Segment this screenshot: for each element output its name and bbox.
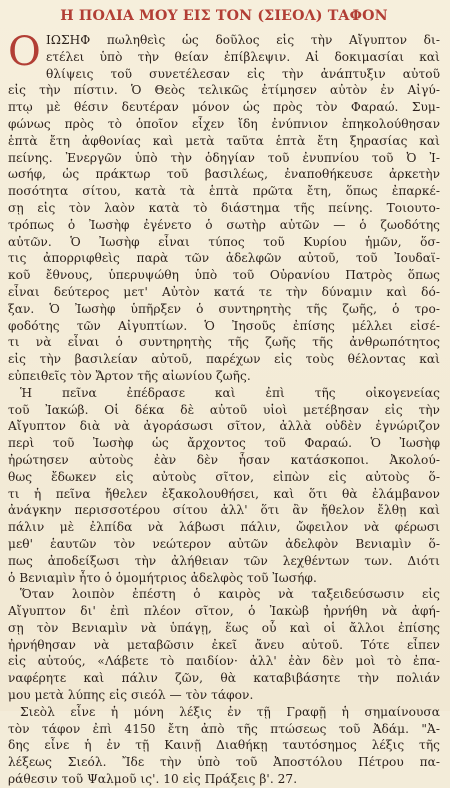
- line-text: ετέλει ὑπὸ τὴν θείαν ἐπίβλεψιν. Αἱ δοκιμασίαι καὶ: [46, 49, 440, 64]
- line-text: πτῳ μὲ θέσιν δευτέραν μόνον ὡς πρὸς τὸν Φαραώ. Συμ-: [8, 100, 440, 115]
- paragraph-3: [8, 586, 440, 704]
- text-line: [8, 570, 440, 587]
- text-line: [8, 435, 440, 452]
- line-text: τις ἀπορριφθεὶς παρὰ τῶν ἀδελφῶν αὐτοῦ, τοῦ Ἰουδαϊ-: [8, 251, 440, 266]
- text-line: [8, 385, 440, 402]
- text-line: [8, 318, 440, 335]
- text-line: [8, 653, 440, 670]
- line-text: θως ἔδωκεν εἰς αὐτοὺς σῖτον, εἰπὼν εἰς αὐτοὺς ὅ-: [8, 469, 440, 484]
- text-line: [8, 284, 440, 301]
- text-line: [8, 586, 440, 603]
- line-text: θλίψεις τοῦ συνετέλεσαν εἰς τὴν ἀνάπτυξιν αὐτοῦ: [46, 66, 440, 81]
- text-line: [8, 183, 440, 200]
- line-text: πάλιν μὲ ἐλπίδα νὰ λάβωσι πάλιν, ὤφειλον νὰ φέρωσι: [8, 520, 440, 535]
- text-line: [8, 620, 440, 637]
- line-text: Αἴγυπτον διὰ νὰ ἀγοράσωσι σῖτον, ἀλλὰ οὐδὲν ἐγνώριζον: [8, 419, 440, 434]
- line-text: τι νὰ εἶναι ὁ συντηρητὴς τῆς ζωῆς τῆς ἀνθρωπότητος: [8, 335, 440, 350]
- line-text: ἠρώτησεν αὐτοὺς ἐὰν δὲν ἦσαν κατάσκοποι. Ἀκολού-: [8, 452, 440, 467]
- line-text: ναφέρητε καὶ πάλιν ζῶν, θὰ καταβιβάσητε τὴν πολιάν: [8, 671, 440, 686]
- line-text: τι ἡ πεῖνα ἤθελεν ἐξακολουθήσει, καὶ ὅτι θὰ ἐλάμβανον: [8, 486, 440, 501]
- text-line: [8, 267, 440, 284]
- text-line: [8, 150, 440, 167]
- line-text: εἰς αὐτούς, «Λάβετε τὸ παιδίον· ἀλλ' ἐὰν δὲν μοὶ τὸ ἐπα-: [8, 654, 440, 669]
- article-text: [8, 29, 440, 788]
- drop-cap: Ο: [8, 29, 41, 75]
- text-line: [8, 771, 440, 788]
- line-text: ἀνάγκην περισσοτέρου σίτου ἀλλ' ὅτι ἂν ἤθελον ἔλθῃ καὶ: [8, 503, 440, 518]
- text-line: [8, 704, 440, 721]
- text-line: [8, 217, 440, 234]
- line-text: αὐτῶν. Ὁ Ἰωσὴφ εἶναι τύπος τοῦ Κυρίου ἡμῶν, ὅσ-: [8, 234, 440, 249]
- article-body: [8, 29, 440, 788]
- text-line: [8, 502, 440, 519]
- text-line: [8, 469, 440, 486]
- line-text: σῃ τὸν Βενιαμὶν νὰ ὑπάγῃ, ἕως οὗ καὶ οἱ ἄλλοι ἐπίσης: [8, 620, 440, 635]
- line-text: ωσήφ, ὡς πράκτωρ τοῦ βασιλέως, ἐναποθήκευσε ἀρκετὴν: [8, 167, 440, 182]
- paragraph-2: [8, 385, 440, 587]
- text-line: [8, 754, 440, 771]
- text-line: [8, 133, 440, 150]
- text-line: [8, 99, 440, 116]
- text-line: [8, 687, 440, 704]
- line-text: φοδότης τῶν Αἰγυπτίων. Ὁ Ἰησοῦς ἐπίσης μέλλει εἰσέ-: [8, 318, 440, 333]
- line-text: μου μετὰ λύπης εἰς σιεόλ — τὸν τάφον.: [8, 688, 254, 703]
- text-line: [46, 49, 440, 66]
- line-text: ράθεσιν τοῦ Ψαλμοῦ ις'. 10 εἰς Πράξεις β'. 27.: [8, 772, 298, 787]
- paragraph-4: [8, 704, 440, 788]
- line-text: ΙΩΣΗΦ πωληθεὶς ὡς δοῦλος εἰς τὴν Αἴγυπτον δι-: [46, 33, 440, 47]
- text-line: [8, 82, 440, 99]
- paragraph-1: [8, 29, 440, 385]
- text-line: [8, 402, 440, 419]
- line-text: περὶ τοῦ Ἰωσὴφ ὡς ἄρχοντος τοῦ Φαραώ. Ὁ Ἰωσὴφ: [8, 436, 440, 451]
- text-line: [8, 200, 440, 217]
- line-text: πείνης. Ἐνεργῶν ὑπὸ τὴν ὁδηγίαν τοῦ ἐνυπνίου τοῦ Ὀ Ἰ-: [8, 150, 440, 165]
- line-text: Αἴγυπτον δι' ἐπὶ πλέον σῖτον, ὁ Ἰακὼβ ἠρνήθη νὰ ἀφή-: [8, 604, 440, 619]
- text-line: [8, 334, 440, 351]
- line-text: δης εἶνε ἡ ἐν τῇ Καινῇ Διαθήκῃ ταυτόσημος λέξις τῆς: [8, 738, 440, 753]
- text-line: [46, 66, 440, 83]
- line-text: λέξεως Σιεόλ. Ἴδε τὴν ὑπὸ τοῦ Ἀποστόλου Πέτρου πα-: [8, 755, 440, 770]
- text-line: [8, 486, 440, 503]
- line-text: πως ἀποδείξωσι τὴν ἀλήθειαν τῶν λεχθέντων των. Διότι: [8, 553, 440, 568]
- article-title: Η ΠΟΛΙΑ ΜΟΥ ΕΙΣ ΤΟΝ (ΣΙΕΟΛ) ΤΑΦΟΝ: [60, 8, 388, 24]
- line-text: ξαν. Ὁ Ἰωσὴφ ὑπῆρξεν ὁ συντηρητὴς τῆς ζωῆς, ὁ τρο-: [8, 301, 440, 316]
- line-text: ποσότητα σίτου, κατὰ τὰ ἑπτὰ πρῶτα ἔτη, ὅπως ἐπαρκέ-: [8, 184, 440, 199]
- line-text: ὁ Βενιαμὶν ἦτο ὁ ὁμομήτριος ἀδελφὸς τοῦ Ἰωσήφ.: [8, 570, 317, 585]
- text-line: [46, 32, 440, 49]
- line-text: τρόπως ὁ Ἰωσὴφ ἐγένετο ὁ σωτὴρ αὐτῶν — ὁ ζωοδότης: [8, 217, 440, 232]
- line-text: εἶναι δεύτερος μετ' Αὐτὸν κατά τε τὴν δύναμιν καὶ δό-: [8, 284, 440, 299]
- text-line: [8, 418, 440, 435]
- line-text: ἠρνήθησαν νὰ μεταβῶσιν ἐκεῖ ἄνευ αὐτοῦ. Τότε εἶπεν: [8, 637, 440, 652]
- line-text: σῃ εἰς τὸν λαὸν κατὰ τὸ διάστημα τῆς πείνης. Τοιουτο-: [8, 200, 440, 215]
- text-line: [8, 721, 440, 738]
- text-line: [8, 603, 440, 620]
- text-line: [8, 250, 440, 267]
- line-text: εὐπειθεῖς τὸν Ἄρτον τῆς αἰωνίου ζωῆς.: [8, 368, 251, 383]
- line-text: εἰς τὴν πίστιν. Ὁ Θεὸς τελικῶς ἐτίμησεν αὐτὸν ἐν Αἰγύ-: [8, 83, 440, 98]
- line-text: φώνως πρὸς τὸ ὁποῖον εἶχεν ἴδη ἐνύπνιον ἐπηκολούθησαν: [8, 116, 440, 131]
- text-line: [8, 737, 440, 754]
- text-line: [8, 670, 440, 687]
- line-text: τὸν τάφον ἐπὶ 4150 ἔτη ἀπὸ τῆς πτώσεως τοῦ Ἀδάμ. "Ἀ-: [8, 721, 440, 736]
- text-line: [8, 166, 440, 183]
- text-line: [8, 519, 440, 536]
- text-line: [8, 368, 440, 385]
- line-text: τοῦ Ἰακώβ. Οἱ δέκα δὲ αὐτοῦ υἱοὶ μετέβησαν εἰς τὴν: [8, 402, 440, 417]
- line-text: ἑπτὰ ἔτη ἀφθονίας καὶ μετὰ ταῦτα ἑπτὰ ἔτη ξηρασίας καὶ: [8, 133, 440, 148]
- text-line: [8, 351, 440, 368]
- text-line: [8, 116, 440, 133]
- line-text: εἰς τὴν βασιλείαν αὐτοῦ, παρέχων εἰς τοὺς θέλοντας καὶ: [8, 352, 440, 367]
- line-text: μεθ' ἑαυτῶν τὸν νεώτερον αὐτῶν ἀδελφὸν Βενιαμὶν ὅ-: [8, 536, 440, 551]
- text-line: [8, 637, 440, 654]
- text-line: [8, 452, 440, 469]
- line-text: κοῦ ἔθνους, ὑπερυψώθη ὑπὸ τοῦ Οὐρανίου Πατρὸς ὅπως: [8, 268, 440, 283]
- text-line: [8, 553, 440, 570]
- text-line: [8, 234, 440, 251]
- text-line: [8, 301, 440, 318]
- line-text: Ὅταν λοιπὸν ἐπέστη ὁ καιρὸς νὰ ταξειδεύσωσιν εἰς: [20, 587, 440, 602]
- line-text: Σιεὸλ εἶνε ἡ μόνη λέξις ἐν τῇ Γραφῇ ἡ σημαίνουσα: [20, 704, 440, 719]
- line-text: Ἡ πεῖνα ἐπέδρασε καὶ ἐπὶ τῆς οἰκογενείας: [20, 385, 440, 400]
- text-line: [8, 536, 440, 553]
